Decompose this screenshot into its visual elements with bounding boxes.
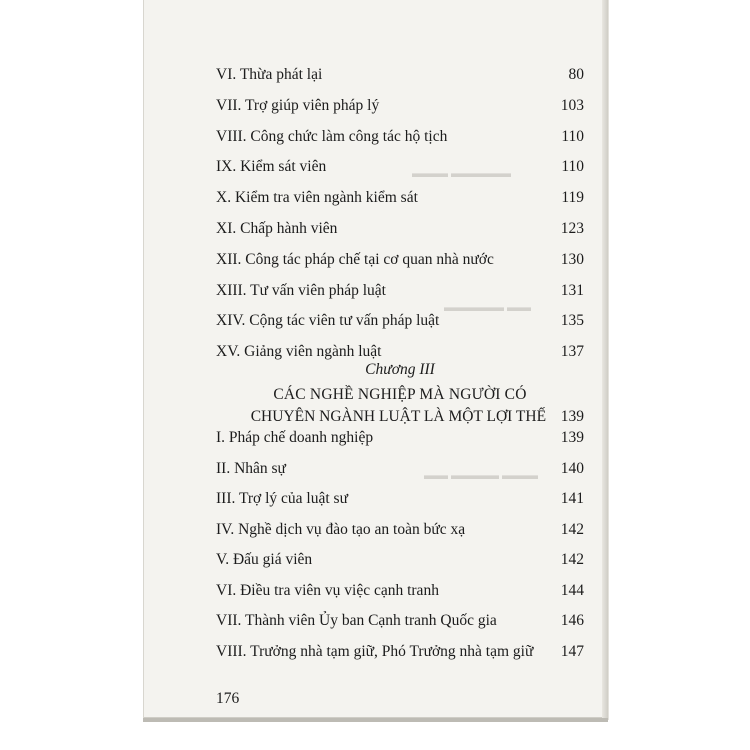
toc-entry — [216, 66, 584, 90]
toc-entry-page: 110 — [561, 127, 584, 145]
toc-entry — [216, 429, 584, 453]
toc-entry-title: VIII. Trưởng nhà tạm giữ, Phó Trưởng nhà tạm giữ — [216, 642, 534, 660]
bleed-through-text: ▬▬ ▬▬▬▬ ▬▬▬ — [424, 468, 538, 482]
toc-entry-title: VI. Thừa phát lại — [216, 66, 323, 83]
toc-entry-title: XIII. Tư vấn viên pháp luật — [216, 281, 386, 299]
toc-entry-title: III. Trợ lý của luật sư — [216, 490, 348, 507]
toc-entry-title: VII. Trợ giúp viên pháp lý — [216, 96, 380, 114]
toc-entry-title: VI. Điều tra viên vụ việc cạnh tranh — [216, 581, 439, 599]
toc-entry-page: 137 — [560, 343, 584, 361]
toc-entry-title: XIV. Cộng tác viên tư vấn pháp luật — [216, 312, 440, 330]
toc-entry — [216, 251, 584, 275]
page-bottom-edge — [143, 718, 608, 722]
toc-entry-page: 135 — [560, 312, 584, 330]
toc-entry — [216, 643, 584, 667]
toc-entry-page: 103 — [560, 96, 584, 114]
toc-entry-page: 131 — [560, 281, 584, 299]
toc-entry-title: II. Nhân sự — [216, 459, 286, 477]
toc-entry — [216, 282, 584, 306]
toc-entry-title: VII. Thành viên Ủy ban Cạnh tranh Quốc gia — [216, 612, 497, 629]
toc-entry — [216, 189, 584, 213]
toc-entry-title: XII. Công tác pháp chế tại cơ quan nhà nước — [216, 250, 494, 268]
chapter-page-number: 139 — [560, 408, 584, 425]
toc-entry-page: 130 — [560, 250, 584, 268]
toc-entry-page: 110 — [561, 158, 584, 176]
toc-entry — [216, 220, 584, 244]
toc-entry-title: XV. Giảng viên ngành luật — [216, 343, 382, 361]
toc-entry — [216, 582, 584, 606]
toc-entry-title: XI. Chấp hành viên — [216, 220, 338, 237]
toc-entry-page: 142 — [560, 551, 584, 568]
toc-entry-page: 80 — [568, 66, 584, 83]
chapter-label: Chương III — [365, 361, 435, 378]
toc-entry-page: 140 — [560, 459, 584, 477]
toc-entry-title: X. Kiểm tra viên ngành kiểm sát — [216, 189, 418, 207]
bleed-through-text: ▬▬▬ ▬▬▬▬▬ — [412, 166, 511, 180]
toc-entry — [216, 460, 584, 484]
toc-entry — [216, 551, 584, 575]
bleed-through-text: ▬▬▬▬▬ ▬▬ — [444, 300, 531, 314]
toc-entry-page: 123 — [560, 220, 584, 237]
toc-entry-title: VIII. Công chức làm công tác hộ tịch — [216, 127, 448, 145]
chapter-title-line1: CÁC NGHỀ NGHIỆP MÀ NGƯỜI CÓ — [273, 386, 527, 403]
toc-entry — [216, 490, 584, 514]
toc-entry — [216, 158, 584, 182]
folio-page-number: 176 — [216, 690, 240, 707]
toc-entry-page: 144 — [560, 581, 584, 599]
toc-entry-page: 139 — [560, 429, 584, 446]
toc-entry — [216, 521, 584, 545]
toc-entry — [216, 97, 584, 121]
toc-entry-page: 141 — [560, 490, 584, 507]
toc-entry-title: V. Đấu giá viên — [216, 551, 313, 568]
toc-entry-page: 142 — [560, 520, 584, 538]
toc-entry-title: IV. Nghề dịch vụ đào tạo an toàn bức xạ — [216, 520, 466, 538]
toc-entry — [216, 612, 584, 636]
toc-entry — [216, 128, 584, 152]
toc-entry-page: 146 — [560, 612, 584, 629]
toc-entry-title: IX. Kiểm sát viên — [216, 158, 327, 176]
chapter-title-line2: CHUYÊN NGÀNH LUẬT LÀ MỘT LỢI THẾ — [250, 408, 547, 425]
toc-entry-page: 147 — [560, 642, 584, 660]
toc-entry — [216, 312, 584, 336]
toc-entry-page: 119 — [561, 189, 584, 207]
toc-entry-title: I. Pháp chế doanh nghiệp — [216, 429, 374, 446]
page-spine-shadow — [602, 0, 608, 720]
book-page — [143, 0, 609, 720]
